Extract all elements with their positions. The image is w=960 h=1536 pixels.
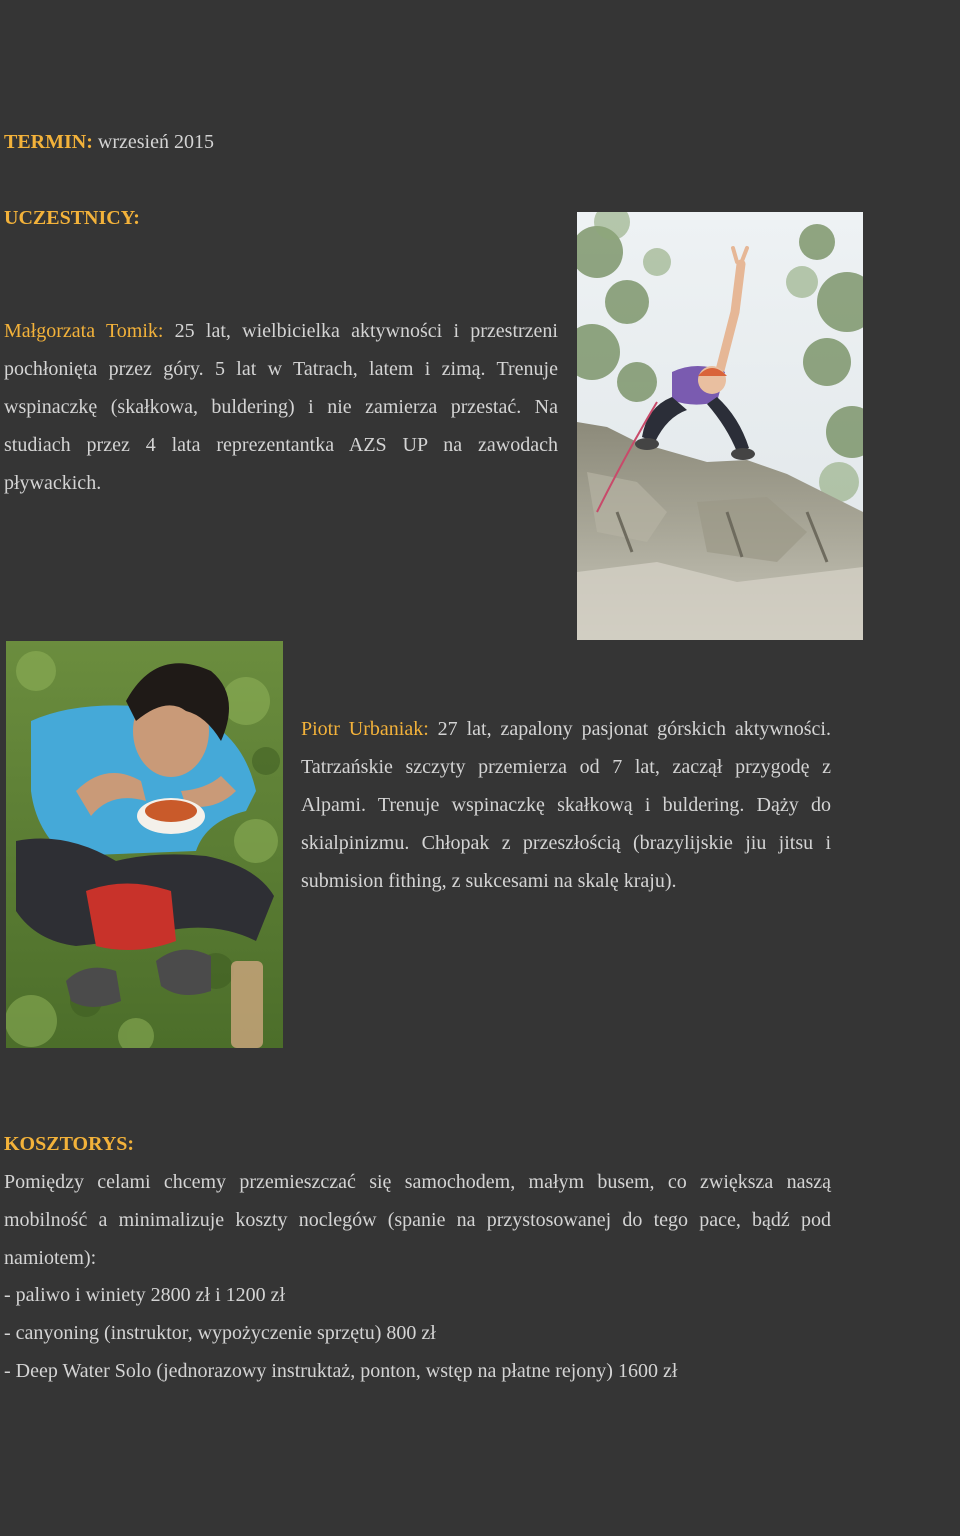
participant-1-name: Małgorzata Tomik: (4, 320, 164, 342)
participant-1-description: 25 lat, wielbicielka aktywności i przestrzeni pochłonięta przez góry. 5 lat w Tatrach, latem i zimą. Trenuje wspinaczkę (skałkowa, buldering) i nie zamierza przestać. Na studiach przez 4 lata reprezentantka AZS UP na zawodach pływackich. (4, 320, 558, 494)
termin-label: TERMIN: (4, 131, 93, 153)
termin-line (4, 128, 214, 156)
cost-item-deep-water-solo: - Deep Water Solo (jednorazowy instruktaż, ponton, wstęp na płatne rejony) 1600 zł (4, 1360, 678, 1382)
participant-2-bio (301, 710, 831, 900)
cost-item-canyoning: - canyoning (instruktor, wypożyczenie sprzętu) 800 zł (4, 1322, 436, 1344)
costs-intro: Pomiędzy celami chcemy przemieszczać się samochodem, małym busem, co zwiększa naszą mobilność a minimalizuje koszty noclegów (spanie na przystosowanej do tego pace, bądź pod namiotem): (4, 1171, 831, 1269)
participant-2-description: 27 lat, zapalony pasjonat górskich aktywności. Tatrzańskie szczyty przemierza od 7 lat, zaczął przygodę z Alpami. Trenuje wspinaczkę skałkową i buldering. Dąży do skialpinizmu. Chłopak z przeszłością (brazylijskie jiu jitsu i submision fithing, z sukcesami na skalę kraju). (301, 718, 831, 892)
eating-man-photo (6, 641, 283, 1048)
cost-item-fuel: - paliwo i winiety 2800 zł i 1200 zł (4, 1284, 286, 1306)
costs-heading: KOSZTORYS: (4, 1133, 135, 1155)
participant-1-bio (4, 312, 558, 502)
termin-value: wrzesień 2015 (92, 131, 214, 153)
participant-2-name: Piotr Urbaniak: (301, 718, 429, 740)
climber-photo (577, 212, 863, 640)
participants-heading: UCZESTNICY: (4, 207, 140, 229)
